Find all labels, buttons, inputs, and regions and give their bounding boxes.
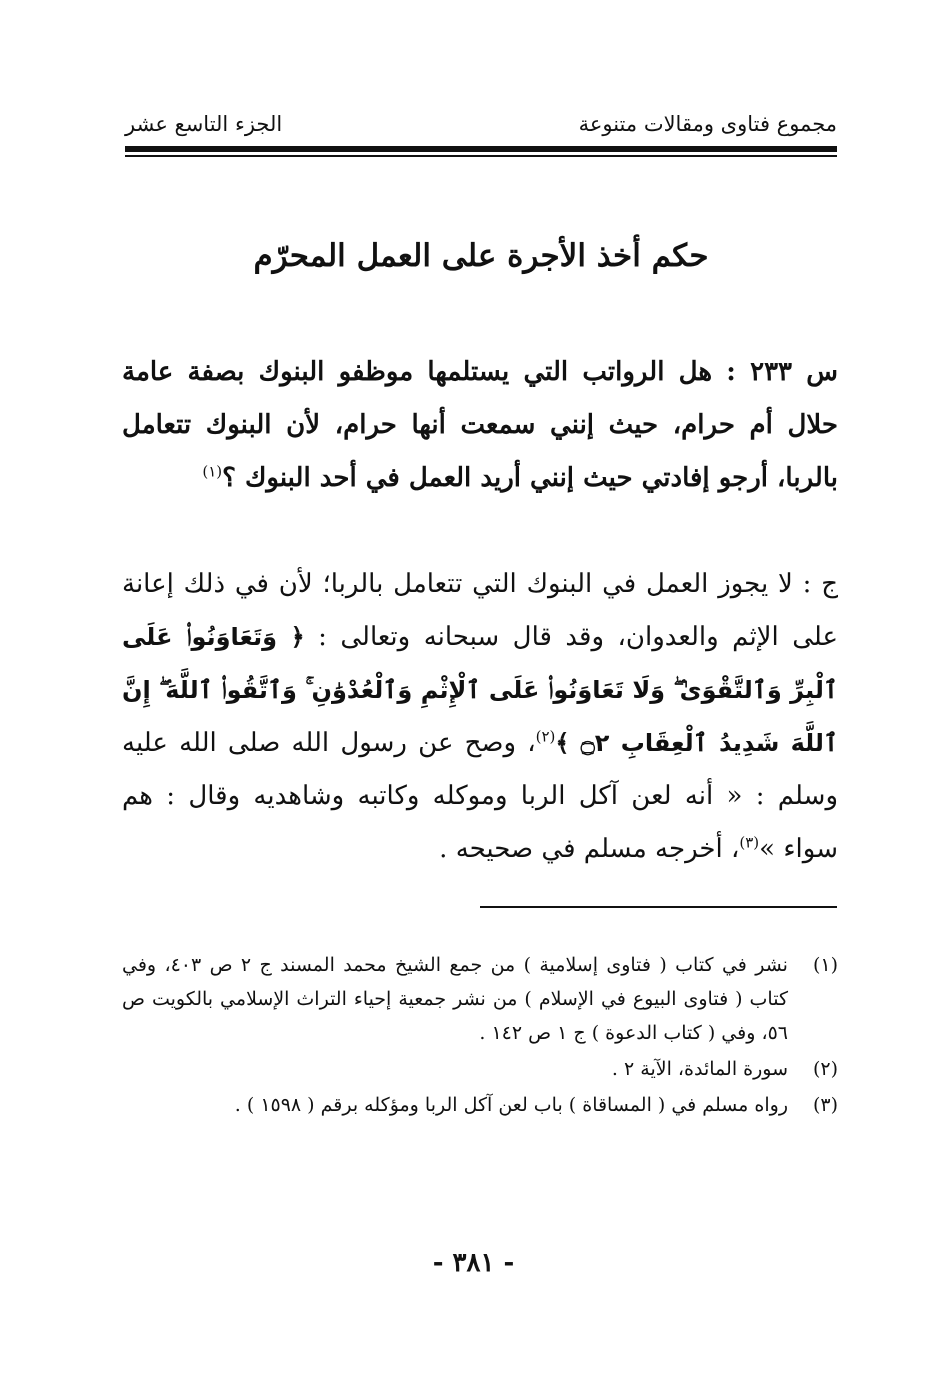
footnote-separator <box>480 906 837 908</box>
question-text: س ٢٣٣ : هل الرواتب التي يستلمها موظفو البنوك بصفة عامة حلال أم حرام، حيث إنني سمعت أنها حرام، لأن البنوك تتعامل بالربا، أرجو إفادتي حيث إنني أريد العمل في أحد البنوك ؟ <box>122 357 839 493</box>
hadith-text: ، وصح عن رسول الله صلى الله عليه وسلم : « أنه لعن آكل الربا وموكله وكاتبه وشاهديه وقال : هم سواء » <box>122 728 838 864</box>
footnote-item <box>122 948 838 1050</box>
answer-paragraph <box>122 558 838 876</box>
footnotes <box>122 948 838 1124</box>
footnote-ref-2: (٢) <box>535 727 556 746</box>
answer-intro: ج : لا يجوز العمل في البنوك التي تتعامل بالربا؛ لأن في ذلك إعانة على الإثم والعدوان، وقد قال سبحانه وتعالى : <box>122 569 838 652</box>
footnote-number: (٣) <box>812 1094 838 1116</box>
footnote-text: رواه مسلم في ( المساقاة ) باب لعن آكل الربا ومؤكله برقم ( ١٥٩٨ ) . <box>234 1094 788 1116</box>
footnote-ref-1: (١) <box>202 462 223 481</box>
quran-verse: ﴿ وَتَعَاوَنُوا۟ عَلَى ٱلْبِرِّ وَٱلتَّقْوَىٰ ۖ وَلَا تَعَاوَنُوا۟ عَلَى ٱلْإِثْمِ وَٱلْعُدْوَٰنِ ۚ وَٱتَّقُوا۟ ٱللَّهَ ۖ إِنَّ ٱللَّهَ شَدِيدُ ٱلْعِقَابِ ۝٢ ﴾ <box>122 623 839 757</box>
header-rule-thick <box>125 146 837 152</box>
footnote-text: نشر في كتاب ( فتاوى إسلامية ) من جمع الشيخ محمد المسند ج ٢ ص ٤٠٣، وفي كتاب ( فتاوى البيوع في الإسلام ) من نشر جمعية إحياء التراث الإسلامي بالكويت ص ٥٦، وفي ( كتاب الدعوة ) ج ١ ص ١٤٢ . <box>122 954 788 1044</box>
running-header <box>125 112 837 144</box>
footnote-item <box>122 1052 838 1086</box>
volume-label: الجزء التاسع عشر <box>125 112 283 136</box>
footnote-number: (٢) <box>812 1058 838 1080</box>
footnote-number: (١) <box>812 954 838 976</box>
answer-closing: ، أخرجه مسلم في صحيحه . <box>439 834 740 864</box>
page-number: - ٣٨١ - <box>432 1248 515 1278</box>
footnote-ref-3: (٣) <box>739 833 760 852</box>
article-title: حكم أخذ الأجرة على العمل المحرّم <box>253 238 709 274</box>
footnote-text: سورة المائدة، الآية ٢ . <box>611 1058 788 1080</box>
header-rule-thin <box>125 155 837 157</box>
book-title: مجموع فتاوى ومقالات متنوعة <box>578 112 837 136</box>
footnote-item <box>122 1088 838 1122</box>
question-paragraph <box>122 346 838 505</box>
